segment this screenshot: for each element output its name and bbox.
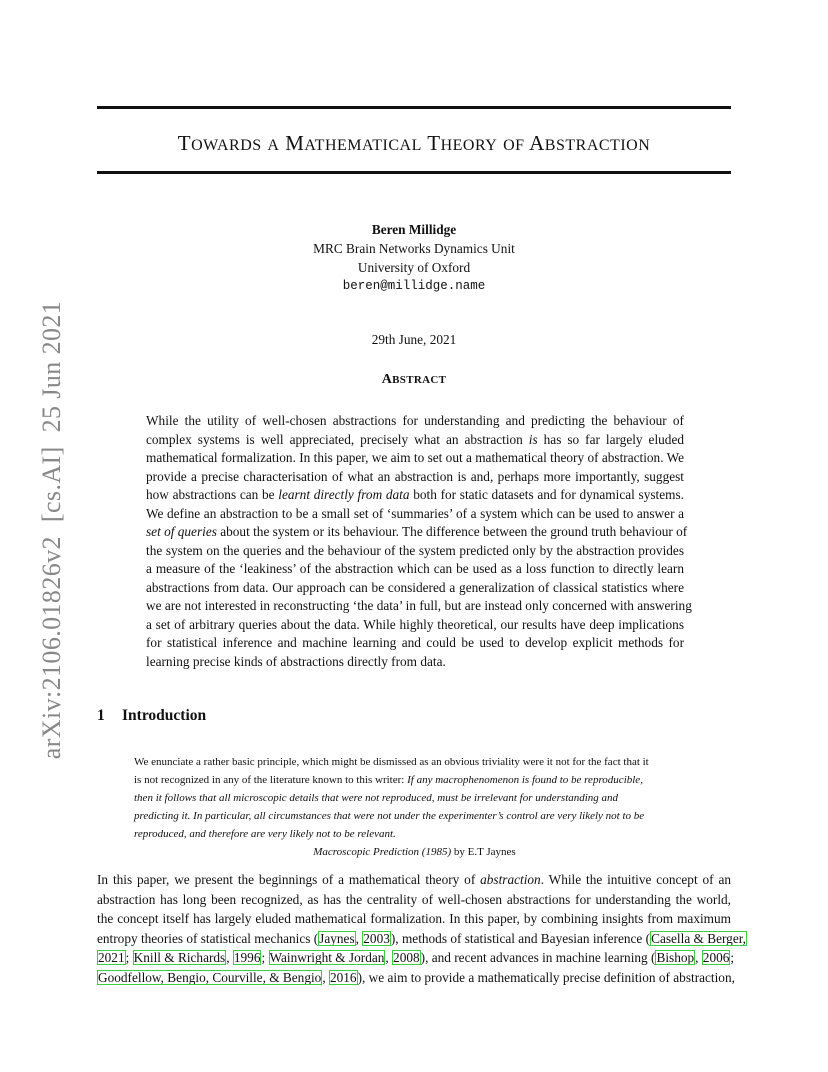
arxiv-stamp bbox=[37, 301, 67, 759]
abstract-heading: ABSTRACT bbox=[381, 372, 447, 387]
citation-casella-year[interactable]: 2021 bbox=[98, 950, 125, 965]
author-name: Beren Millidge bbox=[371, 222, 457, 237]
epigraph-quote: We enunciate a rather basic principle, which might be dismissed as an obvious triviality were it not for the fact that it is not recognized in any of the literature known to this writer: If any macrophenomenon is found to be reproducible, then it follows that all microscopic details that were not reproduced, must be irrelevant for understanding and predicting it. In particular, all circumstances that were not under the experimenter’s control are very likely not to be reproduced, and therefore are very likely not to be relevant. Macroscopic Prediction (1985) by E.T Jaynes bbox=[134, 753, 695, 861]
citation-goodfellow[interactable]: Goodfellow, Bengio, Courville, & Bengio bbox=[98, 969, 322, 985]
epigraph-attribution: Macroscopic Prediction (1985) by E.T Jaynes bbox=[313, 846, 516, 858]
section-title: Introduction bbox=[122, 707, 207, 724]
citation-knill-year[interactable]: 1996 bbox=[233, 950, 261, 965]
citation-jaynes-year[interactable]: 2003 bbox=[363, 930, 390, 946]
author-email[interactable]: beren@millidge.name bbox=[342, 279, 486, 293]
section-number: 1 bbox=[97, 707, 105, 724]
title-bottom-rule bbox=[97, 171, 731, 174]
citation-wainwright[interactable]: Wainwright & Jordan bbox=[269, 950, 385, 965]
arxiv-date: 25 Jun 2021 bbox=[37, 300, 66, 433]
citation-bishop-year[interactable]: 2006 bbox=[702, 950, 730, 965]
intro-paragraph: In this paper, we present the beginnings of a mathematical theory of abstraction. While the intuitive concept of an abstraction has long been recognized, as has the centrality of well-chosen abstractions for understanding the world, the concept itself has largely eluded mathematical formalization. In this paper, by combining insights from maximum entropy theories of statistical mechanics (Jaynes, 2003), methods of statistical and Bayesian inference (Casella & Berger, 2021; Knill & Richards, 1996; Wainwright & Jordan, 2008), and recent advances in machine learning (Bishop, 2006; Goodfellow, Bengio, Courville, & Bengio, 2016), we aim to provide a mathematically precise definition of abstraction, bbox=[97, 872, 746, 985]
section-heading-introduction bbox=[97, 707, 206, 725]
paper-date: 29th June, 2021 bbox=[371, 332, 457, 347]
arxiv-id: arXiv:2106.01826v2 bbox=[37, 536, 66, 760]
abstract-body: While the utility of well-chosen abstractions for understanding and predicting the behaviour of complex systems is well appreciated, precisely what an abstraction is has so far largely eluded mathematical formalization. In this paper, we aim to set out a mathematical theory of abstraction. We provide a precise characterisation of what an abstraction is and, perhaps more importantly, suggest how abstractions can be learnt directly from data both for static datasets and for dynamical systems. We define an abstraction to be a small set of ‘summaries’ of a system which can be used to answer a set of queries about the system or its behaviour. The difference between the ground truth behaviour of the system on the queries and the behaviour of the system predicted only by the abstraction provides a measure of the ‘leakiness’ of the abstraction which can be used as a loss function to directly learn abstractions from data. Our approach can be considered a generalization of classical statistics where we are not interested in reconstructing ‘the data’ in full, but are instead only concerned with answering a set of arbitrary queries about the data. While highly theoretical, our results have deep implications for statistical inference and machine learning and could be used to develop explicit methods for learning precise kinds of abstractions directly from data. bbox=[146, 413, 692, 669]
citation-bishop[interactable]: Bishop bbox=[656, 950, 695, 965]
title-top-rule bbox=[97, 106, 731, 109]
citation-goodfellow-year[interactable]: 2016 bbox=[329, 969, 357, 985]
citation-casella[interactable]: Casella & Berger, bbox=[651, 930, 746, 946]
citation-jaynes[interactable]: Jaynes bbox=[319, 930, 355, 946]
arxiv-category: [cs.AI] bbox=[37, 446, 66, 523]
citation-knill[interactable]: Knill & Richards bbox=[133, 950, 226, 965]
paper-title: TOWARDS A MATHEMATICAL THEORY OF ABSTRACTION bbox=[177, 131, 651, 155]
citation-wainwright-year[interactable]: 2008 bbox=[393, 950, 420, 965]
author-affiliation-2: University of Oxford bbox=[357, 260, 471, 275]
author-block bbox=[97, 220, 731, 296]
author-affiliation-1: MRC Brain Networks Dynamics Unit bbox=[313, 241, 515, 256]
